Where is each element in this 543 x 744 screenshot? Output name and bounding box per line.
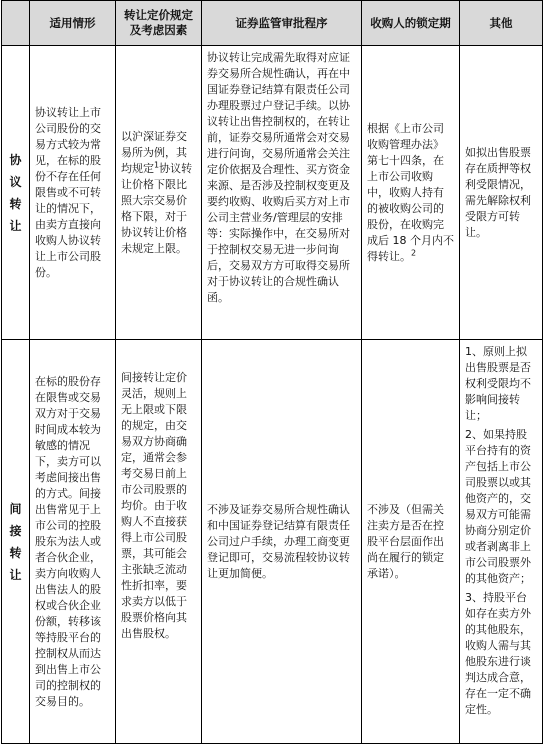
cell-pricing	[116, 46, 202, 340]
row-label-char: 转	[9, 545, 22, 560]
approval-text: 不涉及证券交易所合规性确认和中国证券登记结算有限责任公司过户手续，办理工商变更登记即可，交易流程较协议转让更加简便。	[207, 502, 350, 580]
cell-applicable	[30, 46, 116, 340]
row-label-char: 让	[9, 218, 22, 233]
pricing-text: 间接转让定价灵活，规则上无上限或下限的规定，由交易双方协商确定，通常会参考交易日前上市公司股票的均价。由于收购人不直接获得上市公司股票，其可能会主张缺乏流动性折扣率，要求卖方以低于股票价格向其出售股权。	[121, 371, 187, 640]
cell-approval	[202, 46, 362, 340]
table-row-agreement-transfer	[2, 46, 543, 340]
lockup-text: 不涉及（但需关注卖方是否在控股平台层面作出尚在履行的锁定承诺）。	[367, 502, 444, 580]
header-approval: 证券监管审批程序	[202, 1, 362, 46]
footnote-ref: 2	[411, 247, 417, 257]
cell-lockup	[362, 340, 460, 744]
list-item: 1、原则上拟出售股票是否权利受限均不影响间接转让；	[465, 345, 531, 422]
header-applicable: 适用情形	[30, 1, 116, 46]
applicable-text: 协议转让上市公司股份的交易方式较为常见，在标的股份不存在任何限售或不可转让的情况下，由卖方直接向收购人协议转让上市公司股份。	[35, 105, 101, 279]
list-item: 2、如果持股平台持有的资产包括上市公司股票以或其他资产的，交易双方可能需协商分别定价或者剥离非上市公司股票外的其他资产；	[465, 428, 531, 585]
other-text: 如拟出售股票存在质押等权利受限情况，需先解除权利受限方可转让。	[465, 145, 531, 239]
header-lockup: 收购人的锁定期	[362, 1, 460, 46]
list-item: 3、持股平台如存在卖方外的其他股东，收购人需与其他股东进行谈判达成合意，存在一定不确定性。	[465, 591, 531, 716]
header-row	[2, 1, 543, 46]
row-label-char: 转	[9, 196, 22, 211]
cell-other	[460, 340, 543, 744]
row-label-char: 议	[9, 174, 22, 189]
header-other: 其他	[460, 1, 543, 46]
comparison-table	[1, 0, 543, 744]
approval-text: 协议转让完成需先取得对应证券交易所合规性确认，再在中国证券登记结算有限责任公司办理股票过户登记手续。以协议转让出售控制权的，在转让前，证券交易所通常会对交易进行问询，交易所通常会关注定价依据及合理性、买方资金来源、是否涉及控制权变更及要约收购、收购后买方对上市公司主营业务/管理层的安排等：实际操作中，在交易所对于控制权交易无进一步问询后，交易双方方可取得交易所对于协议转让的合规性确认函。	[207, 51, 350, 304]
applicable-text: 在标的股份存在限售或交易双方对于交易时间成本较为敏感的情况下，卖方可以考虑间接出售的方式。间接出售常见于上市公司的控股股东为法人或者合伙企业，卖方向收购人出售法人的股权或合伙企业份额，转移该等持股平台的控制权从而达到出售上市公司的控制权的交易目的。	[35, 374, 101, 708]
lockup-text: 根据《上市公司收购管理办法》第七十四条，在上市公司收购中，收购人持有的被收购公司的股份，在收购完成后 18 个月内不得转让。	[367, 121, 454, 263]
pricing-text: 以沪深证券交易所为例，其均规定	[121, 129, 187, 175]
row-label-char: 让	[9, 567, 22, 582]
header-corner	[2, 1, 30, 46]
cell-pricing	[116, 340, 202, 744]
row-label-indirect-transfer	[2, 340, 30, 744]
row-label-char: 协	[9, 152, 22, 167]
header-pricing: 转让定价规定及考虑因素	[116, 1, 202, 46]
table-row-indirect-transfer	[2, 340, 543, 744]
row-label-agreement-transfer	[2, 46, 30, 340]
cell-lockup	[362, 46, 460, 340]
cell-approval	[202, 340, 362, 744]
cell-applicable	[30, 340, 116, 744]
row-label-char: 接	[9, 523, 22, 538]
row-label-char: 间	[9, 501, 22, 516]
pricing-text-rest: 协议转让价格下限比照大宗交易价格下限，对于协议转让价格未规定上限。	[121, 161, 193, 255]
footnote-ref: 1	[154, 159, 160, 169]
cell-other	[460, 46, 543, 340]
